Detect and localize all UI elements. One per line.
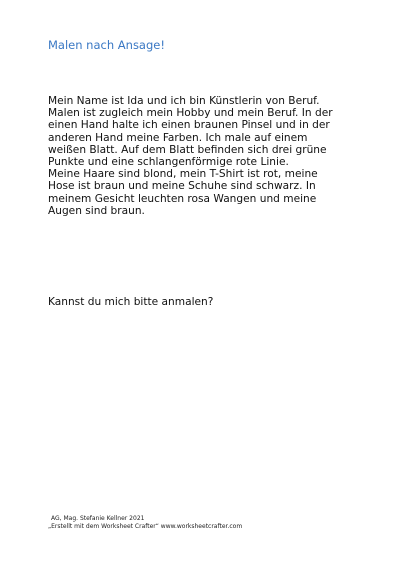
story-text <box>48 95 348 217</box>
story-line: anderen Hand meine Farben. Ich male auf einem <box>48 131 308 144</box>
story-line: Hose ist braun und meine Schuhe sind schwarz. In <box>48 180 316 193</box>
story-line: Mein Name ist Ida und ich bin Künstlerin von Beruf. <box>48 95 320 107</box>
footer-credit: „Erstellt mit dem Worksheet Crafter“ www.worksheetcrafter.com <box>48 523 243 530</box>
worksheet-title: Malen nach Ansage! <box>48 38 165 52</box>
footer-author: AG, Mag. Stefanie Kellner 2021 <box>51 515 145 522</box>
story-line: meinem Gesicht leuchten rosa Wangen und meine <box>48 192 317 205</box>
story-line: weißen Blatt. Auf dem Blatt befinden sich drei grüne <box>48 143 327 156</box>
page-footer <box>48 515 242 531</box>
story-line: Augen sind braun. <box>48 204 145 217</box>
story-line: einen Hand halte ich einen braunen Pinsel und in der <box>48 119 330 132</box>
story-line: Meine Haare sind blond, mein T-Shirt ist rot, meine <box>48 168 318 181</box>
story-line: Malen ist zugleich mein Hobby und mein Beruf. In der <box>48 107 333 120</box>
story-line: Punkte und eine schlangenförmige rote Linie. <box>48 156 289 169</box>
question-prompt: Kannst du mich bitte anmalen? <box>48 296 214 308</box>
